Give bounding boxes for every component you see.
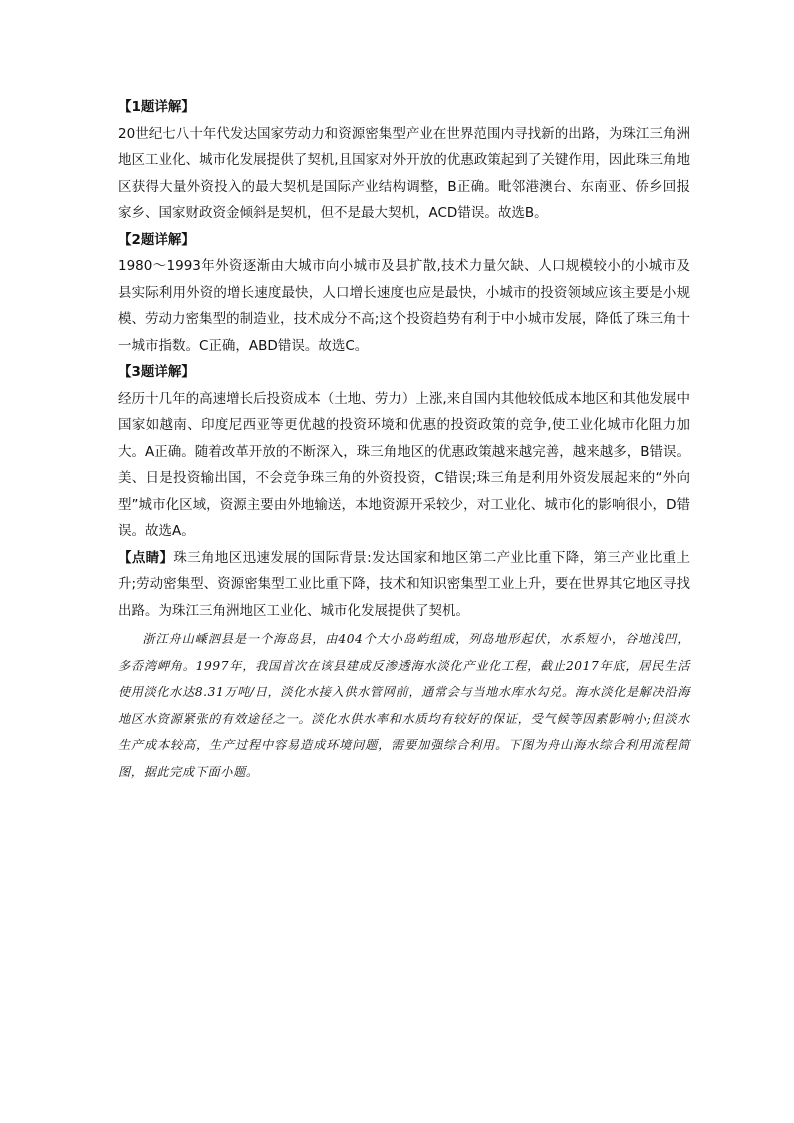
note-label: 【点睛】: [118, 549, 174, 566]
note-body: 珠三角地区迅速发展的国际背景:发达国家和地区第二产业比重下降，第三产业比重上升;劳动密集型、资源密集型工业比重下降，技术和知识密集型工业上升，要在世界其它地区寻找出路。为珠江三角洲地区工业化、城市化发展提供了契机。: [118, 549, 690, 619]
section-body: 经历十几年的高速增长后投资成本（土地、劳力）上涨,来自国内其他较低成本地区和其他发展中国家如越南、印度尼西亚等更优越的投资环境和优惠的投资政策的竞争,使工业化城市化阻力加大。A正确。随着改革开放的不断深入，珠三角地区的优惠政策越来越完善，越来越多，B错误。美、日是投资输出国，不会竞争珠三角的外资投资，C错误;珠三角是利用外资发展起来的“外向型”城市化区域，资源主要由外地输送，本地资源开采较少，对工业化、城市化的影响很小，D错误。故选A。: [118, 390, 690, 539]
section-heading: 【3题详解】: [118, 364, 195, 380]
note-paragraph: [118, 545, 690, 625]
section-2: [118, 227, 690, 360]
section-heading: 【2题详解】: [118, 231, 195, 248]
section-heading: 【1题详解】: [118, 99, 195, 115]
section-body: 1980～1993年外资逐渐由大城市向小城市及县扩散,技术力量欠缺、人口规模较小的小城市及县实际利用外资的增长速度最快，人口增长速度也应是最快，小城市的投资领域应该主要是小规模、劳动力密集型的制造业，技术成分不高;这个投资趋势有利于中小城市发展，降低了珠三角十一城市指数。C正确，ABD错误。故选C。: [118, 258, 690, 354]
section-body: 20世纪七八十年代发达国家劳动力和资源密集型产业在世界范围内寻找新的出路，为珠江三角洲地区工业化、城市化发展提供了契机,且国家对外开放的优惠政策起到了关键作用，因此珠三角地区获得大量外资投入的最大契机是国际产业结构调整，B正确。毗邻港澳台、东南亚、侨乡回报家乡、国家财政资金倾斜是契机，但不是最大契机，ACD错误。故选B。: [118, 125, 690, 221]
document-page: [118, 94, 690, 785]
section-1: [118, 94, 690, 227]
section-3: [118, 359, 690, 545]
question-intro: 浙江舟山嵊泗县是一个海岛县，由404个大小岛屿组成，列岛地形起伏，水系短小，谷地浅凹，多岙湾岬角。1997年，我国首次在该县建成反渗透海水淡化产业化工程，截止2017年底，居民生活使用淡化水达8.31万吨/日，淡化水接入供水管网前，通常会与当地水库水勾兑。海水淡化是解决沿海地区水资源紧张的有效途径之一。淡化水供水率和水质均有较好的保证，受气候等因素影响小;但淡水生产成本较高，生产过程中容易造成环境问题，需要加强综合利用。下图为舟山海水综合利用流程简图，据此完成下面小题。: [118, 632, 690, 779]
